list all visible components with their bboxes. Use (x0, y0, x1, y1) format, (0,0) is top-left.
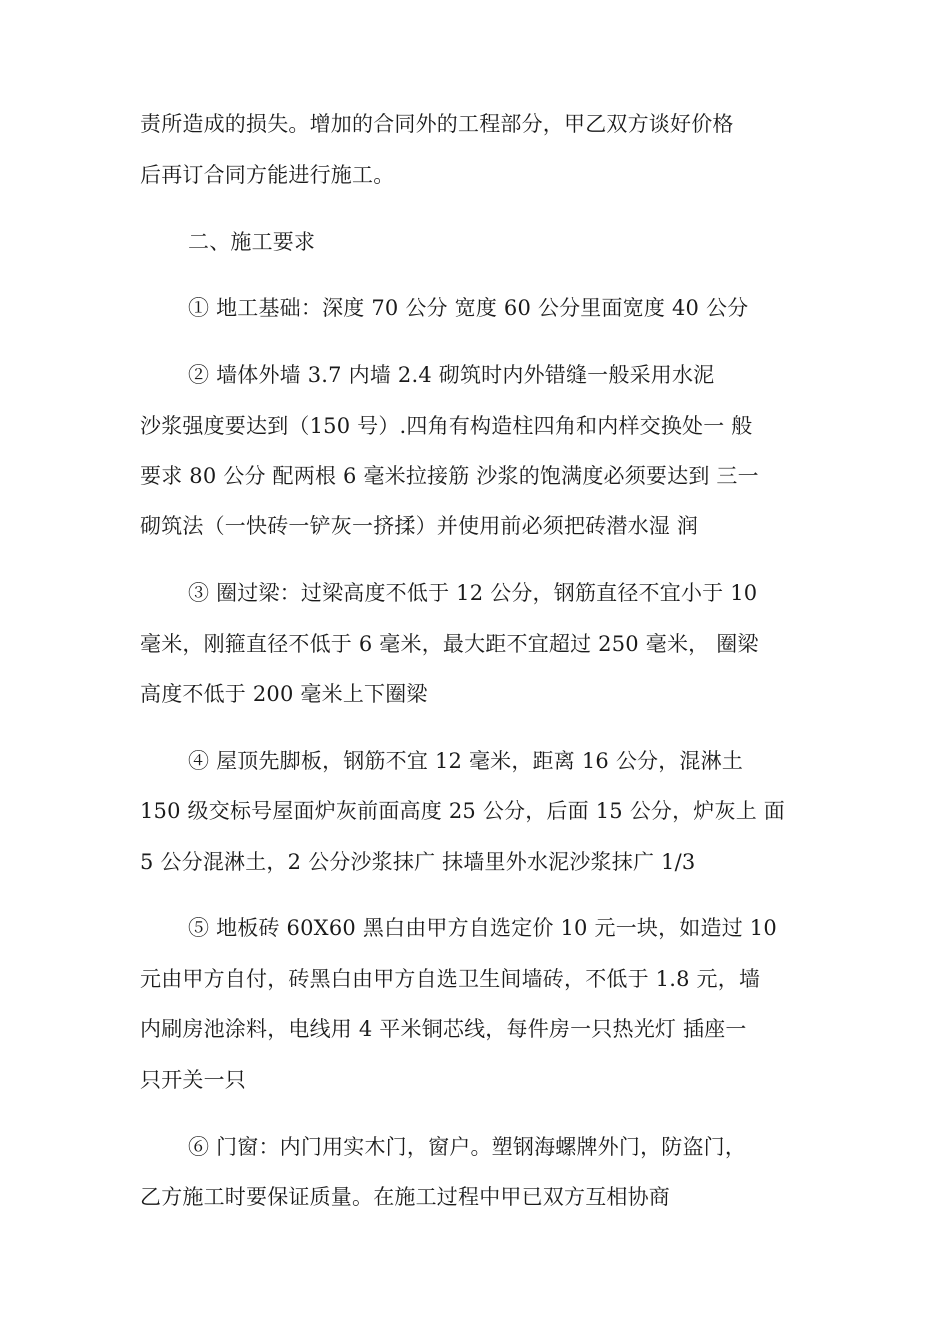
requirement-item-6: ⑥ 门窗：内门用实木门，窗户。塑钢海螺牌外门，防盗门， (188, 1135, 747, 1159)
paragraph-line: 内刷房池涂料，电线用 4 平米铜芯线，每件房一只热光灯 插座一 (140, 1017, 747, 1041)
paragraph-line: 乙方施工时要保证质量。在施工过程中甲已双方互相协商 (140, 1185, 670, 1209)
paragraph-line: 后再订合同方能进行施工。 (140, 163, 395, 187)
paragraph-line: 毫米，刚箍直径不低于 6 毫米，最大距不宜超过 250 毫米， 圈梁 (140, 632, 759, 656)
requirement-item-1: ① 地工基础：深度 70 公分 宽度 60 公分里面宽度 40 公分 (188, 296, 749, 320)
paragraph-line: 5 公分混淋土，2 公分沙浆抹广 抹墙里外水泥沙浆抹广 1/3 (140, 850, 696, 874)
paragraph-line: 沙浆强度要达到（150 号）.四角有构造柱四角和内样交换处一 般 (140, 414, 753, 438)
paragraph-line: 150 级交标号屋面炉灰前面高度 25 公分，后面 15 公分，炉灰上 面 (140, 799, 785, 823)
requirement-item-2: ② 墙体外墙 3.7 内墙 2.4 砌筑时内外错缝一般采用水泥 (188, 363, 715, 387)
requirement-item-5: ⑤ 地板砖 60X60 黑白由甲方自选定价 10 元一块，如造过 10 (188, 916, 777, 940)
paragraph-line: 砌筑法（一快砖一铲灰一挤揉）并使用前必须把砖潜水湿 润 (140, 514, 699, 538)
section-heading: 二、施工要求 (188, 230, 316, 254)
paragraph-line: 只开关一只 (140, 1068, 246, 1092)
paragraph-line: 元由甲方自付，砖黑白由甲方自选卫生间墙砖，不低于 1.8 元，墙 (140, 967, 761, 991)
paragraph-line: 高度不低于 200 毫米上下圈梁 (140, 682, 428, 706)
requirement-item-4: ④ 屋顶先脚板，钢筋不宜 12 毫米，距离 16 公分，混淋土 (188, 749, 744, 773)
requirement-item-3: ③ 圈过梁：过梁高度不低于 12 公分，钢筋直径不宜小于 10 (188, 581, 758, 605)
paragraph-line: 要求 80 公分 配两根 6 毫米拉接筋 沙浆的饱满度必须要达到 三一 (140, 464, 759, 488)
paragraph-line: 责所造成的损失。增加的合同外的工程部分，甲乙双方谈好价格 (140, 112, 734, 136)
